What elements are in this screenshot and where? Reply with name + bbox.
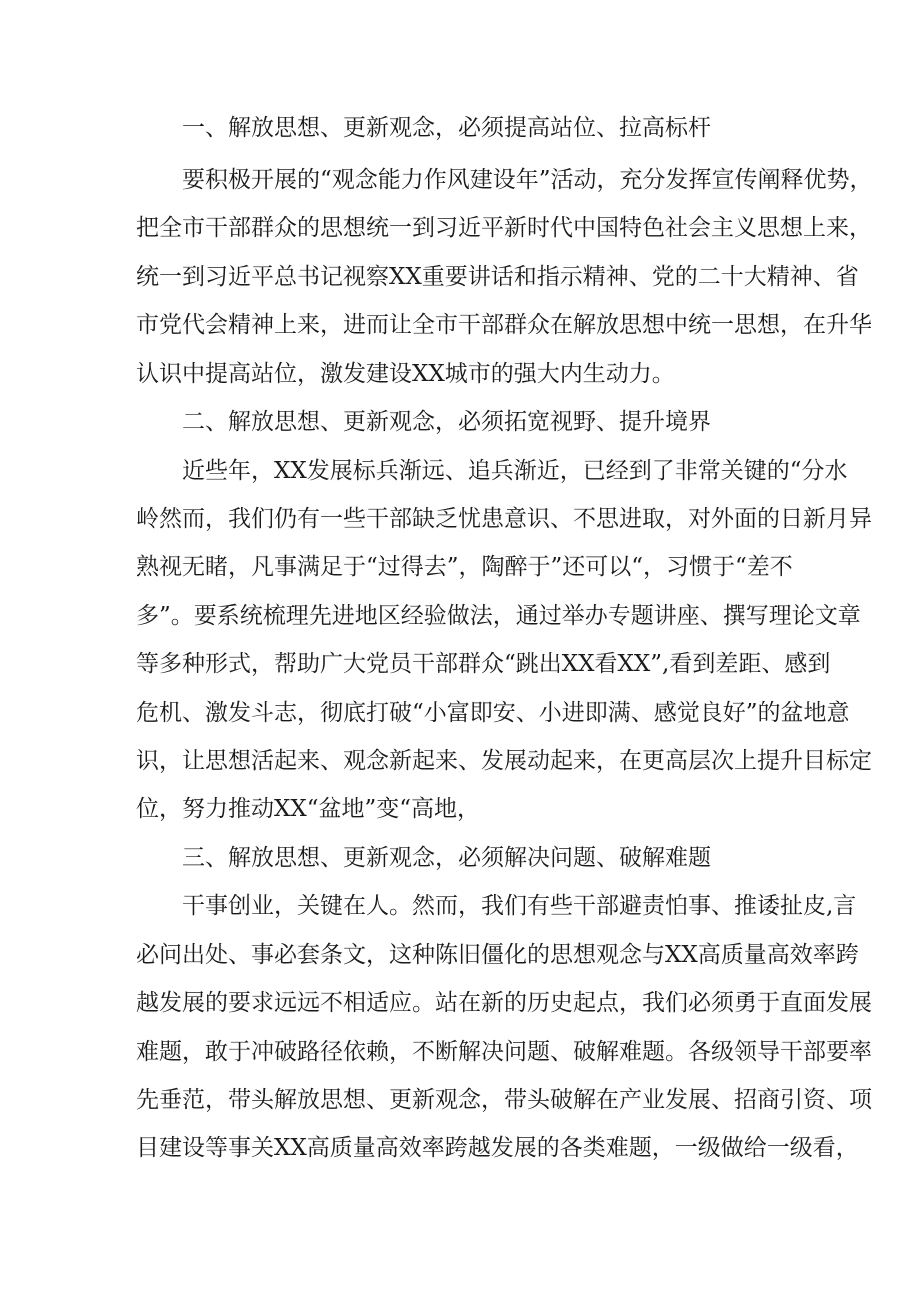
paragraph-line: 先垂范，带头解放思想、更新观念，带头破解在产业发展、招商引资、项 [136, 1087, 872, 1113]
paragraph-line: 越发展的要求远远不相适应。站在新的历史起点，我们必须勇于直面发展 [136, 990, 872, 1016]
paragraph-line: 干事创业，关键在人。然而，我们有些干部避责怕事、推诿扯皮,言 [182, 893, 857, 919]
paragraph-line: 识，让思想活起来、观念新起来、发展动起来，在更高层次上提升目标定 [136, 748, 872, 774]
paragraph-line: 近些年，XX发展标兵渐远、追兵渐近，已经到了非常关键的“分水 [182, 458, 848, 484]
paragraph-line: 统一到习近平总书记视察XX重要讲话和指示精神、党的二十大精神、省 [136, 264, 859, 290]
paragraph-line: 必问出处、事必套条文，这种陈旧僵化的思想观念与XX高质量高效率跨 [136, 942, 859, 968]
paragraph-line: 要积极开展的“观念能力作风建设年”活动，充分发挥宣传阐释优势， [182, 167, 873, 193]
paragraph-line: 难题，敢于冲破路径依赖，不断解决问题、破解难题。各级领导干部要率 [136, 1039, 872, 1065]
paragraph-line: 位，努力推动XX“盆地”变“高地， [136, 796, 481, 822]
paragraph-line: 目建设等事关XX高质量高效率跨越发展的各类难题，一级做给一级看， [136, 1135, 859, 1161]
paragraph-line: 把全市干部群众的思想统一到习近平新时代中国特色社会主义思想上来， [136, 215, 872, 241]
paragraph-line: 等多种形式，帮助广大党员干部群众“跳出XX看XX”,看到差距、感到 [136, 651, 831, 677]
paragraph-line: 危机、激发斗志，彻底打破“小富即安、小进即满、感觉良好”的盆地意 [136, 700, 850, 726]
heading-2: 二、解放思想、更新观念，必须拓宽视野、提升境界 [182, 409, 711, 435]
heading-1: 一、解放思想、更新观念，必须提高站位、拉高标杆 [182, 115, 711, 141]
paragraph-line: 多”。要系统梳理先进地区经验做法，通过举办专题讲座、撰写理论文章 [136, 603, 861, 629]
paragraph-line: 熟视无睹，凡事满足于“过得去”，陶醉于”还可以“，习惯于“差不 [136, 554, 793, 580]
paragraph-line: 市党代会精神上来，进而让全市干部群众在解放思想中统一思想，在升华 [136, 312, 872, 338]
heading-3: 三、解放思想、更新观念，必须解决问题、破解难题 [182, 845, 711, 871]
paragraph-line: 认识中提高站位，激发建设XX城市的强大内生动力。 [136, 361, 675, 387]
paragraph-line: 岭然而，我们仍有一些干部缺乏忧患意识、不思进取，对外面的日新月异 [136, 506, 872, 532]
